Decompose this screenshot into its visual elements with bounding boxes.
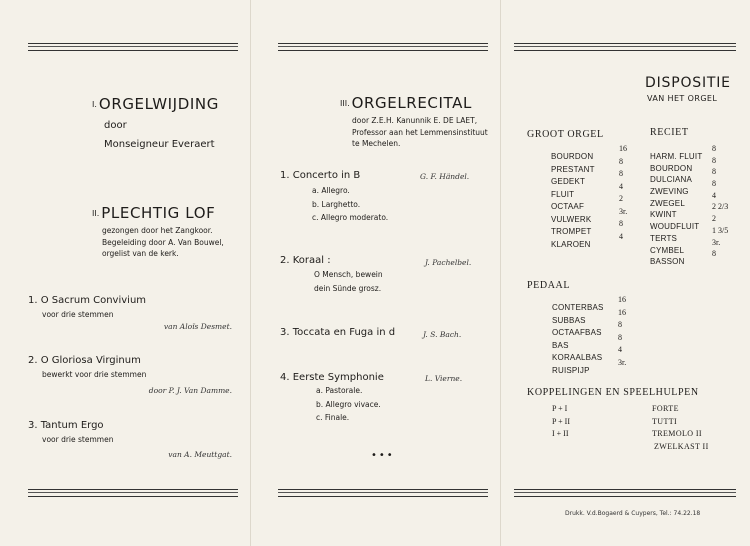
section-heading-2 — [92, 203, 215, 222]
composer: J. Pachelbel. — [425, 258, 472, 267]
stop-row — [650, 237, 745, 255]
description-line: door Z.E.H. Kanunnik E. DE LAET, — [352, 116, 478, 125]
playing-aid: TUTTI — [652, 416, 678, 426]
program-item-title: 3. Tantum Ergo — [28, 420, 104, 431]
stop-name: HARM. FLUIT — [650, 152, 703, 161]
stop-feet: 3r. — [712, 237, 721, 247]
stop-feet: 2 — [712, 214, 716, 224]
composer: L. Vierne. — [425, 374, 463, 383]
description-line: te Mechelen. — [352, 139, 401, 148]
stop-name: KWINT — [650, 210, 677, 220]
stop-feet: 16 — [618, 295, 626, 304]
stop-name: BOURDON — [551, 152, 594, 161]
stop-feet: 2 — [619, 194, 623, 203]
roman-numeral: II. — [92, 209, 100, 218]
movement: O Mensch, bewein — [314, 270, 383, 279]
stop-row — [551, 169, 641, 186]
section-description — [352, 115, 488, 150]
stop-name: KORAALBAS — [552, 353, 603, 362]
door-label: door — [104, 120, 127, 131]
description-line: orgelist van de kerk. — [102, 249, 179, 258]
roman-numeral: III. — [340, 99, 350, 108]
stop-feet: 4 — [619, 231, 623, 241]
movement: c. Finale. — [316, 413, 350, 422]
program-item-subtitle: bewerkt voor drie stemmen — [42, 370, 147, 379]
stop-name: KLAROEN — [551, 239, 591, 249]
roman-numeral: I. — [92, 100, 97, 109]
movement-list — [312, 185, 388, 226]
stop-name: ZWEGEL — [650, 198, 685, 208]
division-label-pedaal: PEDAAL — [527, 280, 571, 291]
stop-name: PRESTANT — [551, 164, 595, 174]
stop-feet: 8 — [619, 156, 623, 166]
stop-feet: 16 — [619, 144, 627, 153]
top-rule — [514, 43, 736, 51]
division-label-groot-orgel: GROOT ORGEL — [527, 129, 604, 140]
stop-feet: 4 — [619, 181, 623, 191]
stop-feet: 2 2/3 — [712, 202, 729, 212]
program-item-subtitle: voor drie stemmen — [42, 310, 114, 319]
movement: dein Sünde grosz. — [314, 283, 382, 293]
aids-list — [652, 404, 709, 454]
stop-row — [650, 202, 745, 220]
stop-feet: 8 — [712, 179, 716, 189]
movement: c. Allegro moderato. — [312, 213, 389, 222]
stop-name: SUBBAS — [552, 315, 586, 325]
section-description — [102, 225, 224, 260]
movement-list — [314, 269, 383, 296]
stop-feet: 4 — [712, 190, 716, 200]
top-rule — [28, 43, 238, 51]
stop-feet: 8 — [619, 219, 623, 228]
stop-feet: 16 — [618, 307, 626, 317]
composer: door P. J. Van Damme. — [148, 386, 232, 395]
stop-row — [650, 155, 745, 173]
celebrant-name: Monseigneur Everaert — [104, 139, 215, 150]
coupler: I + II — [552, 429, 569, 438]
ornament-dots: ••• — [371, 450, 395, 461]
stop-feet: 1 3/5 — [712, 225, 729, 235]
stop-row — [552, 320, 642, 337]
stop-name: ZWEVING — [650, 187, 689, 197]
stop-name: WOUDFLUIT — [650, 222, 700, 232]
couplers-list — [552, 404, 570, 442]
stop-name: BASSON — [650, 257, 685, 267]
playing-aid: ZWELKAST II — [654, 441, 709, 451]
playing-aid: TREMOLO II — [652, 429, 702, 438]
column-dispositie — [500, 0, 750, 546]
dispositie-subtitle: VAN HET ORGEL — [647, 94, 718, 103]
stop-row — [551, 144, 641, 161]
bottom-rule — [28, 489, 238, 497]
stop-feet: 8 — [712, 249, 716, 259]
movement-list — [316, 385, 381, 426]
coupler: P + I — [552, 404, 568, 413]
bottom-rule — [278, 489, 488, 497]
stop-feet: 8 — [712, 155, 716, 165]
section-title: PLECHTIG LOF — [101, 204, 216, 222]
bottom-rule — [514, 489, 736, 497]
stop-list-pedaal — [552, 295, 642, 375]
program-item-title: 3. Toccata en Fuga in d — [280, 327, 396, 338]
stop-feet: 8 — [712, 167, 716, 177]
stop-name: DULCIANA — [650, 175, 693, 185]
section-heading-1 — [92, 94, 219, 113]
stop-row — [650, 179, 745, 197]
top-rule — [278, 43, 488, 51]
stop-name: TROMPET — [551, 227, 592, 236]
movement: b. Allegro vivace. — [316, 399, 381, 409]
program-item-title: 1. Concerto in B — [280, 170, 361, 181]
stop-name: BAS — [552, 340, 569, 350]
column-orgelwijding — [0, 0, 250, 546]
stop-feet: 8 — [619, 169, 623, 178]
program-item-title: 2. O Gloriosa Virginum — [28, 355, 141, 366]
stop-row — [650, 144, 745, 161]
program-item-subtitle: voor drie stemmen — [42, 435, 114, 444]
section-title: ORGELWIJDING — [98, 95, 219, 113]
dispositie-title: DISPOSITIE — [645, 75, 731, 91]
program-item-title: 2. Koraal : — [280, 255, 331, 266]
stop-feet: 4 — [618, 345, 622, 354]
movement: a. Allegro. — [312, 186, 350, 195]
program-item-title: 1. O Sacrum Convivium — [28, 295, 147, 306]
stop-name: OCTAAF — [551, 202, 585, 211]
stop-feet: 8 — [618, 320, 622, 329]
stop-name: VULWERK — [551, 214, 592, 224]
section-heading-3 — [340, 93, 472, 112]
stop-row — [552, 295, 642, 312]
stop-name: CONTERBAS — [552, 303, 604, 312]
stop-feet: 3r. — [618, 357, 627, 367]
stop-feet: 8 — [618, 332, 622, 342]
stop-name: GEDEKT — [551, 177, 586, 186]
stop-feet: 8 — [712, 144, 716, 153]
description-line: Begeleiding door A. Van Bouwel, — [102, 237, 224, 247]
playing-aid: FORTE — [652, 404, 679, 413]
description-line: gezongen door het Zangkoor. — [102, 226, 213, 235]
column-orgelrecital — [250, 0, 500, 546]
stop-name: CYMBEL — [650, 245, 685, 255]
printer-imprint: Drukk. V.d.Bogaerd & Cuypers, Tel.: 74.22.18 — [565, 510, 701, 517]
stop-name: BOURDON — [650, 163, 693, 173]
division-label-koppelingen: KOPPELINGEN EN SPEELHULPEN — [527, 387, 699, 398]
stop-list-groot-orgel — [551, 144, 641, 249]
section-title: ORGELRECITAL — [351, 94, 472, 112]
description-line: Professor aan het Lemmensinstituut — [352, 127, 488, 137]
division-label-reciet: RECIET — [650, 127, 689, 138]
stop-name: OCTAAFBAS — [552, 328, 602, 337]
movement: a. Pastorale. — [316, 386, 363, 395]
stop-name: TERTS — [650, 233, 678, 243]
composer: J. S. Bach. — [423, 330, 462, 339]
movement: b. Larghetto. — [312, 199, 361, 209]
stop-name: FLUIT — [551, 189, 575, 199]
composer: van A. Meuttgat. — [168, 450, 232, 459]
stop-row — [650, 249, 745, 267]
stop-row — [551, 219, 641, 236]
stop-list-reciet — [650, 144, 745, 267]
stop-name: RUISPIJP — [552, 365, 590, 375]
stop-row — [650, 167, 745, 185]
composer: van Aloïs Desmet. — [163, 322, 232, 331]
program-item-title: 4. Eerste Symphonie — [280, 372, 384, 383]
composer: G. F. Händel. — [420, 172, 470, 181]
coupler: P + II — [552, 416, 570, 426]
stop-feet: 3r. — [619, 206, 628, 216]
